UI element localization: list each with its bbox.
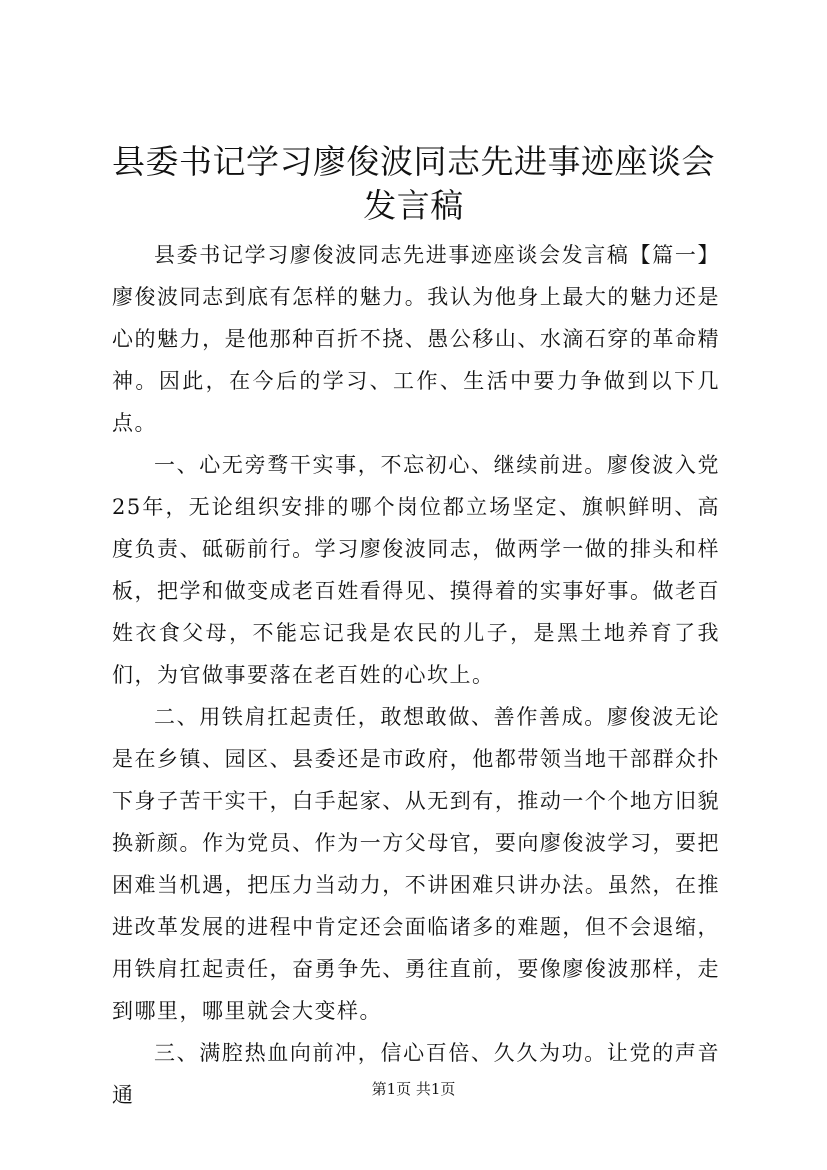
- document-title: 县委书记学习廖俊波同志先进事迹座谈会发言稿: [112, 142, 715, 225]
- document-body: [112, 234, 720, 1116]
- paragraph-point-one: 一、心无旁骛干实事，不忘初心、继续前进。廖俊波入党25年，无论组织安排的哪个岗位都立场坚定、旗帜鲜明、高度负责、砥砺前行。学习廖俊波同志，做两学一做的排头和样板，把学和做变成老百姓看得见、摸得着的实事好事。做老百姓衣食父母，不能忘记我是农民的儿子，是黑土地养育了我们，为官做事要落在老百姓的心坎上。: [112, 453, 720, 687]
- page-footer: 第1页 共1页: [371, 1080, 456, 1098]
- paragraph-point-three: 三、满腔热血向前冲，信心百倍、久久为功。让党的声音通: [112, 1041, 720, 1107]
- paragraph-point-two: 二、用铁肩扛起责任，敢想敢做、善作善成。廖俊波无论是在乡镇、园区、县委还是市政府，他都带领当地干部群众扑下身子苦干实干，白手起家、从无到有，推动一个个地方旧貌换新颜。作为党员、作为一方父母官，要向廖俊波学习，要把困难当机遇，把压力当动力，不讲困难只讲办法。虽然，在推进改革发展的进程中肯定还会面临诸多的难题，但不会退缩，用铁肩扛起责任，奋勇争先、勇往直前，要像廖俊波那样，走到哪里，哪里就会大变样。: [112, 705, 720, 1023]
- paragraph-intro: 县委书记学习廖俊波同志先进事迹座谈会发言稿【篇一】廖俊波同志到底有怎样的魅力。我认为他身上最大的魅力还是心的魅力，是他那种百折不挠、愚公移山、水滴石穿的革命精神。因此，在今后的学习、工作、生活中要力争做到以下几点。: [112, 243, 720, 435]
